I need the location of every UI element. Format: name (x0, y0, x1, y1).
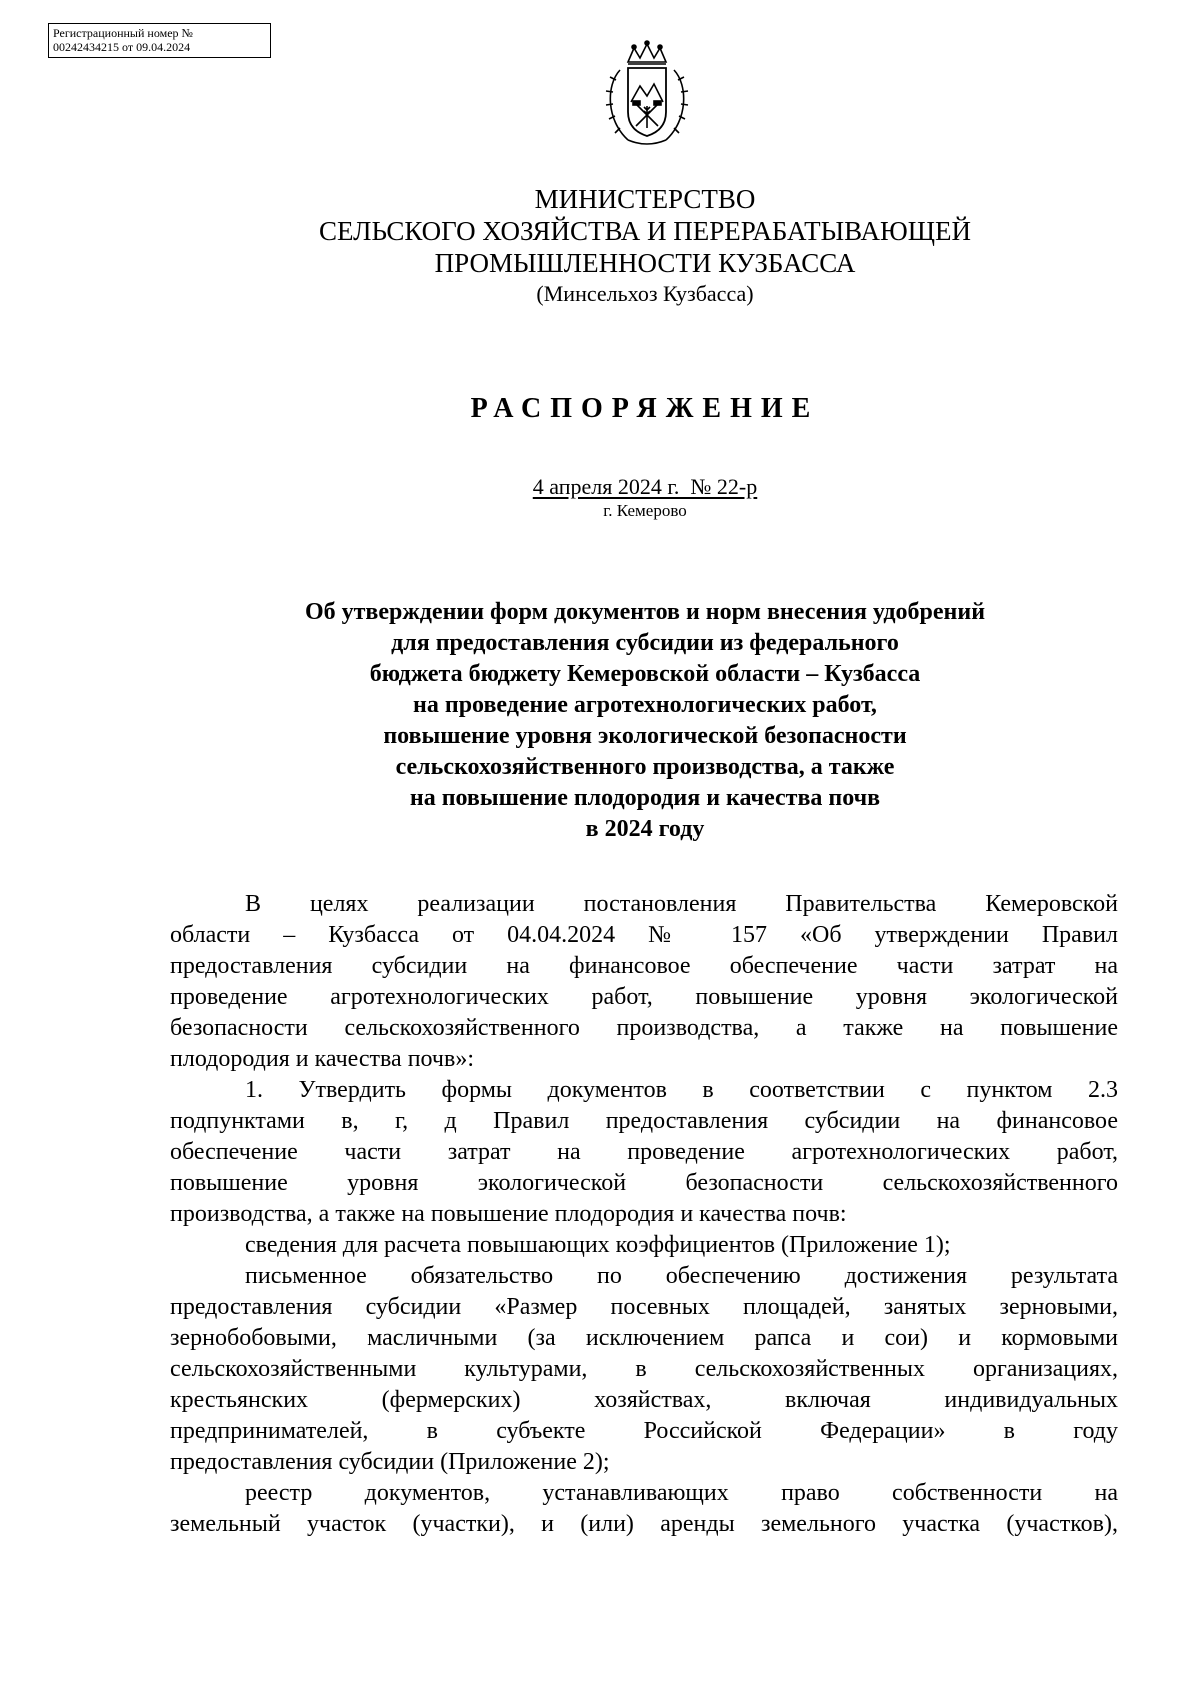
body-line: земельный участок (участки), и (или) аренды земельного участка (участков), (170, 1511, 1118, 1537)
body-line: предоставления субсидии «Размер посевных площадей, занятых зерновыми, (170, 1294, 1118, 1320)
ministry-line-1: МИНИСТЕРСТВО (534, 184, 756, 214)
body-line: безопасности сельскохозяйственного производства, а также на повышение (170, 1015, 1118, 1041)
registration-number-date: 00242434215 от 09.04.2024 (53, 40, 191, 54)
order-date-number: 4 апреля 2024 г. № 22-р (532, 474, 758, 499)
paragraph-item-1 (170, 1075, 1118, 1230)
subject-line: в 2024 году (585, 816, 705, 842)
subject-line: на проведение агротехнологических работ, (413, 692, 877, 718)
ministry-line-3: ПРОМЫШЛЕННОСТИ КУЗБАССА (434, 248, 856, 278)
body-line: В целях реализации постановления Правительства Кемеровской (245, 891, 1118, 917)
subject-line: на повышение плодородия и качества почв (409, 785, 881, 811)
body-line: производства, а также на повышение плодородия и качества почв: (170, 1201, 847, 1227)
paragraph-registry (170, 1478, 1118, 1540)
document-body (170, 889, 1118, 1540)
document-type-title: РАСПОРЯЖЕНИЕ (470, 393, 820, 424)
paragraph-appendix-2 (170, 1261, 1118, 1478)
paragraph-preamble (170, 889, 1118, 1075)
subject-line: сельскохозяйственного производства, а также (395, 754, 895, 780)
registration-label: Регистрационный номер № (53, 26, 193, 40)
body-line: письменное обязательство по обеспечению достижения результата (245, 1263, 1118, 1289)
body-line: зернобобовыми, масличными (за исключением рапса и сои) и кормовыми (170, 1325, 1118, 1351)
body-line: обеспечение части затрат на проведение агротехнологических работ, (170, 1139, 1118, 1165)
paragraph-appendix-1 (170, 1230, 1118, 1261)
subject-line: для предоставления субсидии из федерального (391, 630, 899, 656)
coat-of-arms-icon (598, 40, 696, 150)
ministry-heading (170, 183, 1120, 309)
body-line: реестр документов, устанавливающих право собственности на (245, 1480, 1118, 1506)
subject-line: повышение уровня экологической безопасности (383, 723, 907, 749)
body-line: плодородия и качества почв»: (170, 1046, 474, 1072)
body-line: предпринимателей, в субъекте Российской Федерации» в году (170, 1418, 1118, 1444)
body-line: проведение агротехнологических работ, повышение уровня экологической (170, 984, 1118, 1010)
order-date-block (170, 474, 1120, 522)
body-line: предоставления субсидии (Приложение 2); (170, 1449, 610, 1475)
order-subject (170, 597, 1120, 845)
body-line: крестьянских (фермерских) хозяйствах, включая индивидуальных (170, 1387, 1118, 1413)
body-line: подпунктами в, г, д Правил предоставления субсидии на финансовое (170, 1108, 1118, 1134)
registration-stamp (48, 23, 271, 58)
body-line: предоставления субсидии на финансовое обеспечение части затрат на (170, 953, 1118, 979)
ministry-short-name: (Минсельхоз Кузбасса) (536, 281, 754, 306)
body-line: сельскохозяйственными культурами, в сельскохозяйственных организациях, (170, 1356, 1118, 1382)
subject-line: бюджета бюджету Кемеровской области – Кузбасса (369, 661, 921, 687)
order-city: г. Кемерово (603, 501, 687, 520)
body-line: 1. Утвердить формы документов в соответствии с пунктом 2.3 (245, 1077, 1118, 1103)
body-line: повышение уровня экологической безопасности сельскохозяйственного (170, 1170, 1118, 1196)
body-line: области – Кузбасса от 04.04.2024 № 157 «Об утверждении Правил (170, 922, 1118, 948)
subject-line: Об утверждении форм документов и норм внесения удобрений (304, 599, 986, 625)
body-line: сведения для расчета повышающих коэффициентов (Приложение 1); (245, 1232, 951, 1258)
ministry-line-2: СЕЛЬСКОГО ХОЗЯЙСТВА И ПЕРЕРАБАТЫВАЮЩЕЙ (319, 216, 971, 246)
